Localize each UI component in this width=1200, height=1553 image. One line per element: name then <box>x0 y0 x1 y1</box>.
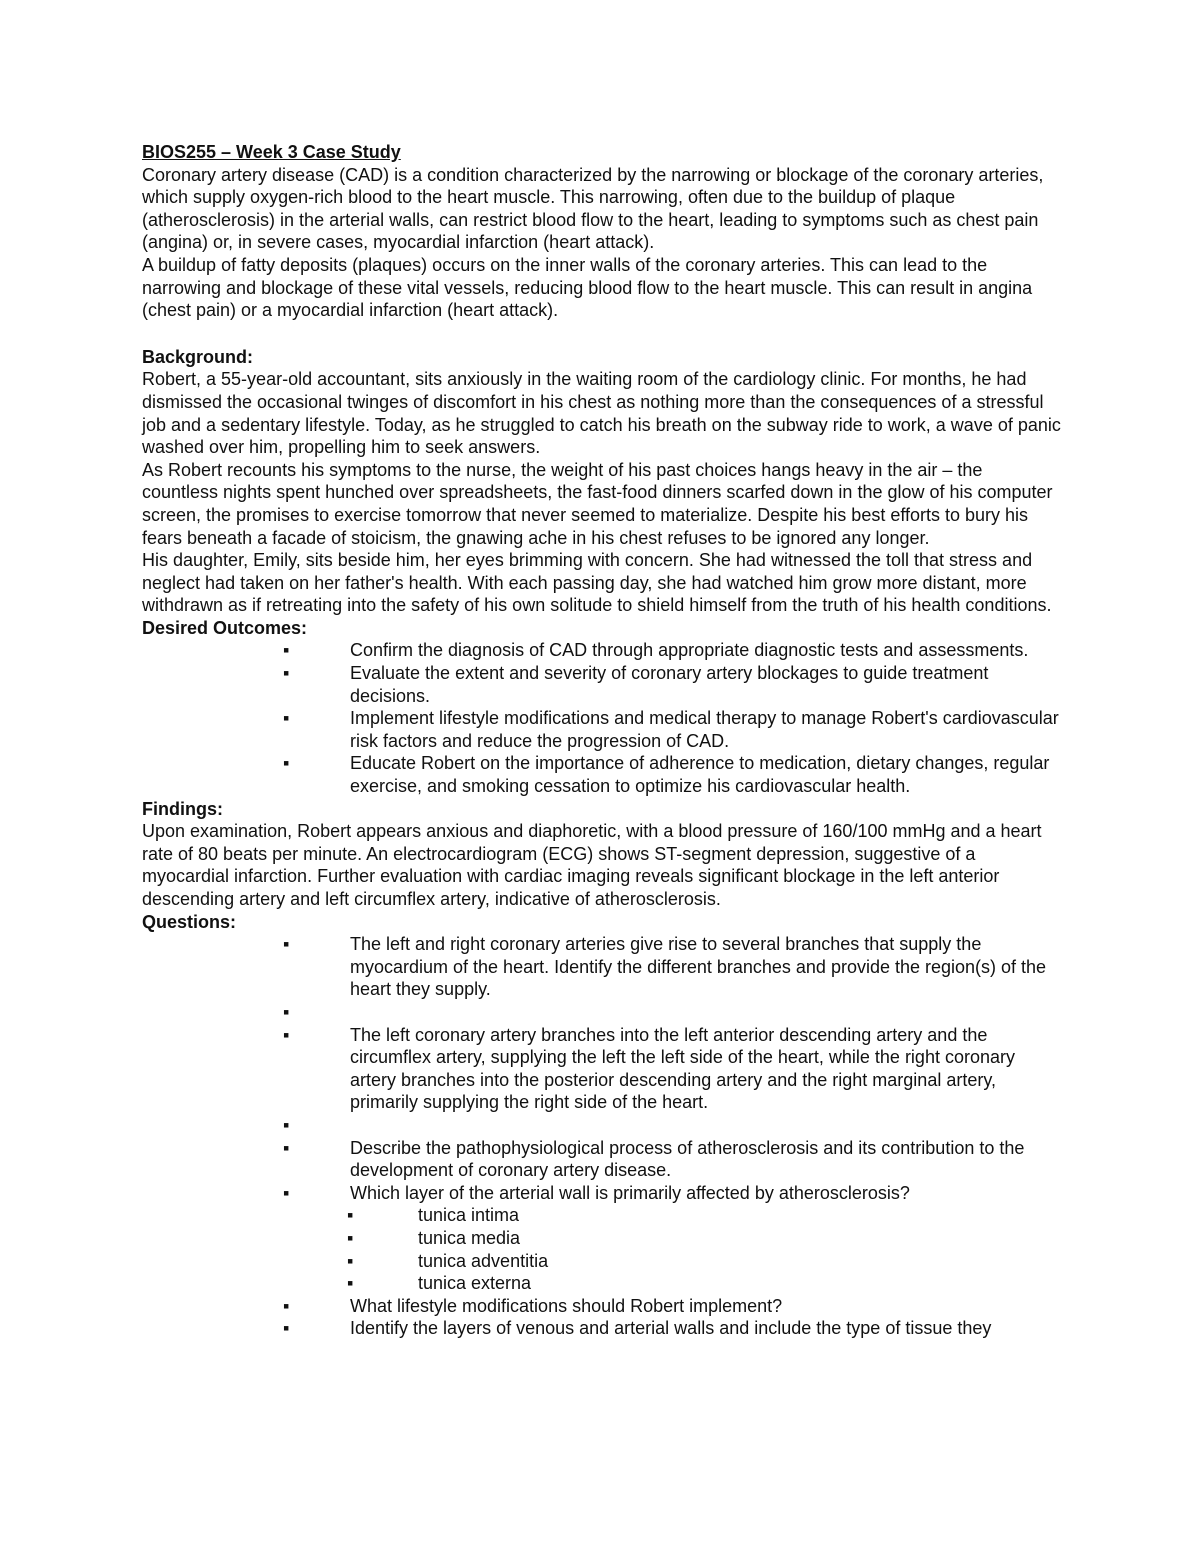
background-heading: Background: <box>142 346 254 367</box>
empty-bullet-item <box>142 1001 1062 1024</box>
bullet-mark: ▪ <box>347 1205 354 1226</box>
bullet-mark: ▪ <box>283 1137 290 1158</box>
questions-heading: Questions: <box>142 911 237 932</box>
bullet-mark: ▪ <box>283 640 290 661</box>
bullet-mark: ▪ <box>347 1250 354 1271</box>
question-item: ▪ Which layer of the arterial wall is primarily affected by atherosclerosis? <box>283 1182 910 1203</box>
intro-paragraph: Coronary artery disease (CAD) is a condition characterized by the narrowing or blockage of the coronary arteries, which supply oxygen-rich blood to the heart muscle. This narrowing, often due to the buildup of plaque (atherosclerosis) in the arterial walls, can restrict blood flow to the heart, leading to symptoms such as chest pain (angina) or, in severe cases, myocardial infarction (heart attack). <box>142 164 1044 253</box>
bullet-mark: ▪ <box>283 1114 290 1135</box>
option-item: ▪ tunica media <box>347 1227 521 1248</box>
bullet-mark: ▪ <box>283 663 290 684</box>
outcome-item: ▪ Educate Robert on the importance of adherence to medication, dietary changes, regular exercise, and smoking cessation to optimize his cardiovascular health. <box>283 753 1050 797</box>
empty-bullet-item <box>142 1114 1062 1137</box>
bullet-mark: ▪ <box>283 1001 290 1022</box>
background-paragraph: Robert, a 55-year-old accountant, sits anxiously in the waiting room of the cardiology clinic. For months, he had dismissed the occasional twinges of discomfort in his chest as nothing more than the consequences of a stressful job and a sedentary lifestyle. Today, as he struggled to catch his breath on the subway ride to work, a wave of panic washed over him, propelling him to seek answers. <box>142 369 1061 458</box>
bullet-mark: ▪ <box>283 708 290 729</box>
bullet-mark: ▪ <box>283 1024 290 1045</box>
bullet-mark: ▪ <box>283 1295 290 1316</box>
answer-item: ▪ The left coronary artery branches into the left anterior descending artery and the circumflex artery, supplying the left the left side of the heart, while the right coronary artery branches into the posterior descending artery and the right marginal artery, primarily supplying the right side of the heart. <box>283 1024 1015 1113</box>
bullet-mark: ▪ <box>283 1318 290 1339</box>
intro-paragraph: A buildup of fatty deposits (plaques) occurs on the inner walls of the coronary arteries. This can lead to the narrowing and blockage of these vital vessels, reducing blood flow to the heart muscle. This can result in angina (chest pain) or a myocardial infarction (heart attack). <box>142 254 1033 321</box>
background-paragraph: His daughter, Emily, sits beside him, her eyes brimming with concern. She had witnessed the toll that stress and neglect had taken on her father's health. With each passing day, she had watched him grow more distant, more withdrawn as if retreating into the safety of his own solitude to shield himself from the truth of his health conditions. <box>142 550 1052 616</box>
background-paragraph: As Robert recounts his symptoms to the nurse, the weight of his past choices hangs heavy in the air – the countless nights spent hunched over spreadsheets, the fast-food dinners scarfed down in the glow of his computer screen, the promises to exercise tomorrow that never seemed to materialize. Despite his best efforts to bury his fears beneath a facade of stoicism, the gnawing ache in his chest refuses to be ignored any longer. <box>142 459 1053 548</box>
option-item: ▪ tunica adventitia <box>347 1250 549 1271</box>
outcomes-heading: Desired Outcomes: <box>142 617 308 638</box>
outcome-item: ▪ Implement lifestyle modifications and medical therapy to manage Robert's cardiovascular risk factors and reduce the progression of CAD. <box>283 708 1059 751</box>
bullet-mark: ▪ <box>347 1227 354 1248</box>
question-item: ▪ Describe the pathophysiological process of atherosclerosis and its contribution to the development of coronary artery disease. <box>283 1137 1025 1181</box>
bullet-mark: ▪ <box>283 753 290 774</box>
option-item: ▪ tunica intima <box>347 1205 520 1226</box>
bullet-mark: ▪ <box>283 1182 290 1203</box>
question-item: ▪ The left and right coronary arteries give rise to several branches that supply the myocardium of the heart. Identify the different branches and provide the region(s) of the heart they supply. <box>283 934 1047 1000</box>
outcome-item: ▪ Evaluate the extent and severity of coronary artery blockages to guide treatment decisions. <box>283 663 989 706</box>
document-page <box>142 141 1062 1340</box>
outcome-item: ▪ Confirm the diagnosis of CAD through appropriate diagnostic tests and assessments. <box>283 640 1029 661</box>
option-item: ▪ tunica externa <box>347 1273 532 1294</box>
findings-heading: Findings: <box>142 798 223 819</box>
question-item: ▪ Identify the layers of venous and arterial walls and include the type of tissue they <box>283 1318 992 1339</box>
bullet-mark: ▪ <box>347 1273 354 1294</box>
question-item: ▪ What lifestyle modifications should Robert implement? <box>283 1295 783 1316</box>
findings-paragraph: Upon examination, Robert appears anxious and diaphoretic, with a blood pressure of 160/100 mmHg and a heart rate of 80 beats per minute. An electrocardiogram (ECG) shows ST-segment depression, suggestive of a myocardial infarction. Further evaluation with cardiac imaging reveals significant blockage in the left anterior descending artery and left circumflex artery, indicative of atherosclerosis. <box>142 821 1042 909</box>
document-title: BIOS255 – Week 3 Case Study <box>142 142 401 162</box>
bullet-mark: ▪ <box>283 934 290 955</box>
